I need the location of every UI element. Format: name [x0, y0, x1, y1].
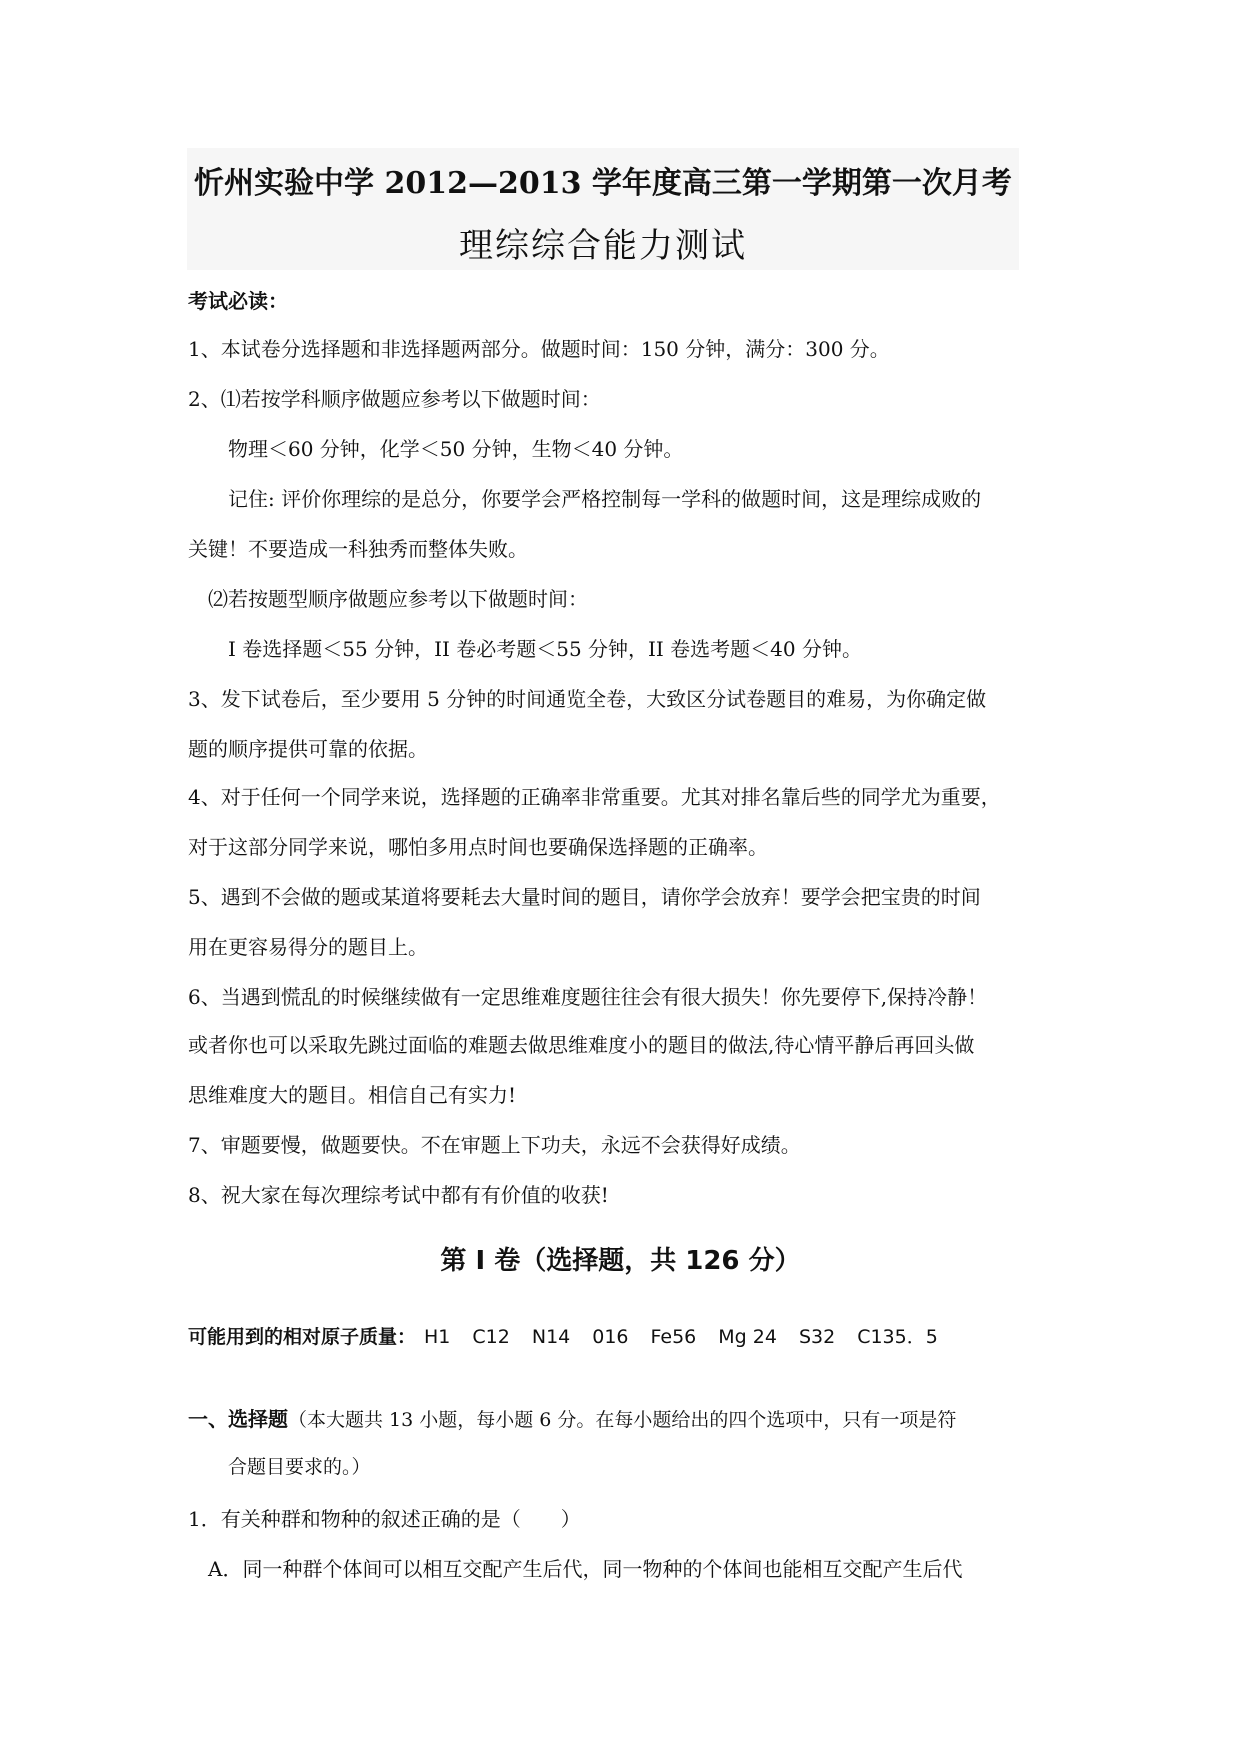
- notice-item-2b-times: I 卷选择题＜55 分钟，II 卷必考题＜55 分钟，II 卷选考题＜40 分钟。: [228, 637, 862, 661]
- notice-item-6-line3: 思维难度大的题目。相信自己有实力!: [188, 1083, 517, 1107]
- question-1-option-a: A．同一种群个体间可以相互交配产生后代，同一物种的个体间也能相互交配产生后代: [208, 1557, 963, 1581]
- notice-item-2-note-line2: 关键！不要造成一科独秀而整体失败。: [188, 537, 528, 561]
- atomic-mass-item: H1: [424, 1326, 451, 1348]
- notice-item-4-line2: 对于这部分同学来说，哪怕多用点时间也要确保选择题的正确率。: [188, 835, 768, 859]
- atomic-mass-item: C135．5: [857, 1326, 938, 1348]
- atomic-mass-item: Mg 24: [718, 1326, 777, 1348]
- notice-heading: 考试必读：: [188, 289, 288, 313]
- part-one-label: 一、选择题: [188, 1407, 288, 1431]
- atomic-masses-label: 可能用到的相对原子质量：: [188, 1326, 417, 1348]
- notice-item-6-line2: 或者你也可以采取先跳过面临的难题去做思维难度小的题目的做法,待心情平静后再回头做: [188, 1033, 975, 1057]
- atomic-mass-item: N14: [531, 1326, 571, 1348]
- header-title-image: [187, 148, 1019, 270]
- atomic-mass-item: 016: [592, 1326, 629, 1348]
- notice-item-6-line1: 6、当遇到慌乱的时候继续做有一定思维难度题往往会有很大损失！你先要停下,保持冷静！: [188, 985, 988, 1009]
- notice-item-2-note-line1: 记住: 评价你理综的是总分，你要学会严格控制每一学科的做题时间，这是理综成败的: [228, 487, 982, 511]
- notice-item-3-line1: 3、发下试卷后，至少要用 5 分钟的时间通览全卷，大致区分试卷题目的难易，为你确定做: [188, 687, 987, 711]
- part-one-description-line2: 合题目要求的。）: [228, 1456, 371, 1478]
- part-one-description: （本大题共 13 小题，每小题 6 分。在每小题给出的四个选项中，只有一项是符: [288, 1409, 957, 1431]
- atomic-mass-item: Fe56: [650, 1326, 697, 1348]
- atomic-masses-line: [188, 1322, 1056, 1352]
- notice-item-5-line2: 用在更容易得分的题目上。: [188, 935, 428, 959]
- notice-item-7: 7、审题要慢，做题要快。不在审题上下功夫，永远不会获得好成绩。: [188, 1133, 801, 1157]
- exam-subtitle: 理综综合能力测试: [459, 226, 747, 266]
- atomic-mass-item: S32: [798, 1326, 836, 1348]
- question-1: 1．有关种群和物种的叙述正确的是（ ）: [188, 1507, 581, 1531]
- atomic-mass-item: C12: [472, 1326, 510, 1348]
- notice-item-5-line1: 5、遇到不会做的题或某道将要耗去大量时间的题目，请你学会放弃！要学会把宝贵的时间: [188, 885, 981, 909]
- notice-item-3-line2: 题的顺序提供可靠的依据。: [188, 737, 428, 761]
- notice-item-2b: ⑵若按题型顺序做题应参考以下做题时间：: [208, 587, 588, 611]
- notice-item-4-line1: 4、对于任何一个同学来说，选择题的正确率非常重要。尤其对排名靠后些的同学尤为重要，: [188, 785, 1001, 809]
- section-title: 第 I 卷（选择题，共 126 分）: [440, 1246, 801, 1276]
- notice-item-2-times: 物理＜60 分钟，化学＜50 分钟，生物＜40 分钟。: [228, 437, 684, 461]
- notice-item-1: 1、本试卷分选择题和非选择题两部分。做题时间：150 分钟，满分：300 分。: [188, 337, 890, 361]
- exam-title: 忻州实验中学 2012—2013 学年度高三第一学期第一次月考: [194, 166, 1012, 201]
- part-one-intro: [188, 1404, 1056, 1435]
- notice-item-2: 2、⑴若按学科顺序做题应参考以下做题时间：: [188, 387, 601, 411]
- notice-item-8: 8、祝大家在每次理综考试中都有有价值的收获!: [188, 1183, 609, 1207]
